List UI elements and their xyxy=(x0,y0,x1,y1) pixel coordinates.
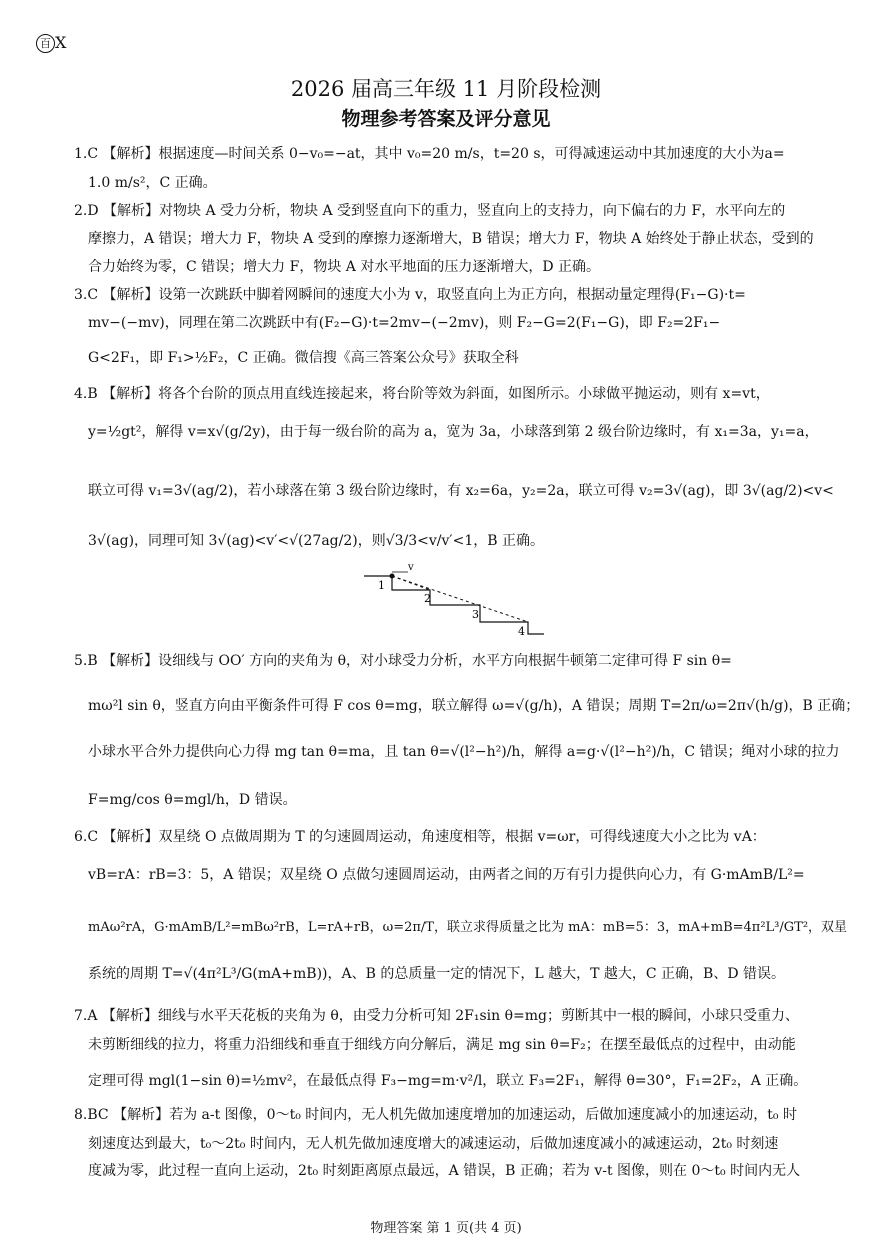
step-label: 1 xyxy=(378,579,385,592)
text-line: 刻速度达到最大，t₀～2t₀ 时间内，无人机先做加速度增大的减速运动，后做加速度减小的减速运动，2t₀ 时刻速 xyxy=(88,1136,779,1152)
text-line: 度减为零，此过程一直向上运动，2t₀ 时刻距离原点最远，A 错误，B 正确；若为 v-t 图像，则在 0～t₀ 时间内无人 xyxy=(88,1163,801,1179)
text-line: mω²l sin θ，竖直方向由平衡条件可得 F cos θ=mg，联立解得 ω=√(g/h)，A 错误；周期 T=2π/ω=2π√(h/g)，B 正确； xyxy=(88,698,860,714)
text-line: y=½gt²，解得 v=x√(g/2y)，由于每一级台阶的高为 a，宽为 3a，小球落到第 2 级台阶边缘时，有 x₁=3a，y₁=a， xyxy=(88,424,819,440)
text-line: 联立可得 v₁=3√(ag/2)，若小球落在第 3 级台阶边缘时，有 x₂=6a，y₂=2a，联立可得 v₂=3√(ag)，即 3√(ag/2)<v< xyxy=(88,483,834,499)
text-line: 合力始终为零，C 错误；增大力 F，物块 A 对水平地面的压力逐渐增大，D 正确。 xyxy=(88,259,601,275)
text-line: 摩擦力，A 错误；增大力 F，物块 A 受到的摩擦力逐渐增大，B 错误；增大力 F，物块 A 始终处于静止状态，受到的 xyxy=(88,231,814,247)
text-line: 3√(ag)，同理可知 3√(ag)<v′<√(27ag/2)，则√3/3<v/v′<1，B 正确。 xyxy=(88,533,544,549)
text-line: 5.B 【解析】设细线与 OO′ 方向的夹角为 θ，对小球受力分析，水平方向根据牛顿第二定律可得 F sin θ= xyxy=(74,653,732,669)
text-line: G<2F₁，即 F₁>½F₂，C 正确。微信搜《高三答案公众号》获取全科 xyxy=(88,350,519,366)
text-line: 系统的周期 T=√(4π²L³/G(mA+mB))，A、B 的总质量一定的情况下，L 越大，T 越大，C 正确，B、D 错误。 xyxy=(88,966,786,982)
page-footer: 物理答案 第 1 页(共 4 页) xyxy=(370,1221,522,1236)
text-line: 6.C 【解析】双星绕 O 点做周期为 T 的匀速圆周运动，角速度相等，根据 v=ωr，可得线速度大小之比为 vA： xyxy=(74,829,766,845)
text-line: 1.C 【解析】根据速度—时间关系 0−v₀=−at，其中 v₀=20 m/s，t=20 s，可得减速运动中其加速度的大小为a= xyxy=(74,146,785,162)
text-line: 3.C 【解析】设第一次跳跃中脚着网瞬间的速度大小为 v，取竖直向上为正方向，根据动量定理得(F₁−G)·t= xyxy=(74,287,746,303)
page-subtitle: 物理参考答案及评分意见 xyxy=(341,108,551,130)
text-line: 7.A 【解析】细线与水平天花板的夹角为 θ，由受力分析可知 2F₁sin θ=mg；剪断其中一根的瞬间，小球只受重力、 xyxy=(74,1008,800,1024)
staircase-figure xyxy=(364,562,550,644)
step-label: 4 xyxy=(518,625,525,638)
ball-velocity-label: v xyxy=(408,562,414,573)
text-line: mAω²rA，G·mAmB/L²=mBω²rB，L=rA+rB，ω=2π/T，联立求得质量之比为 mA：mB=5：3，mA+mB=4π²L³/GT²，双星 xyxy=(88,920,848,935)
ball-dot xyxy=(390,574,395,579)
text-line: 定理可得 mgl(1−sin θ)=½mv²，在最低点得 F₃−mg=m·v²/l，联立 F₃=2F₁，解得 θ=30°，F₁=2F₂，A 正确。 xyxy=(88,1073,808,1089)
text-line: 8.BC 【解析】若为 a-t 图像，0～t₀ 时间内，无人机先做加速度增加的加速运动，后做加速度减小的加速运动，t₀ 时 xyxy=(74,1107,797,1123)
text-line: 4.B 【解析】将各个台阶的顶点用直线连接起来，将台阶等效为斜面，如图所示。小球做平抛运动，则有 x=vt， xyxy=(74,386,770,402)
text-line: 小球水平合外力提供向心力得 mg tan θ=ma，且 tan θ=√(l²−h²)/h，解得 a=g·√(l²−h²)/h，C 错误；绳对小球的拉力 xyxy=(88,744,840,760)
page-title: 2026 届高三年级 11 月阶段检测 xyxy=(290,77,602,101)
text-line: vB=rA：rB=3：5，A 错误；双星绕 O 点做匀速圆周运动，由两者之间的万有引力提供向心力，有 G·mAmB/L²= xyxy=(88,867,805,883)
corner-letter: X xyxy=(55,33,67,52)
step-label: 3 xyxy=(472,608,479,621)
text-line: 1.0 m/s²，C 正确。 xyxy=(88,175,217,191)
corner-circle-char: 百 xyxy=(36,34,55,53)
text-line: 2.D 【解析】对物块 A 受力分析，物块 A 受到竖直向下的重力，竖直向上的支持力，向下偏右的力 F，水平向左的 xyxy=(74,203,786,219)
corner-mark xyxy=(36,33,66,53)
text-line: F=mg/cos θ=mgl/h，D 错误。 xyxy=(88,792,297,808)
staircase-diagram xyxy=(364,562,550,640)
text-line: mv−(−mv)，同理在第二次跳跃中有(F₂−G)·t=2mv−(−2mv)，则 F₂−G=2(F₁−G)，即 F₂=2F₁− xyxy=(88,315,721,331)
step-label: 2 xyxy=(424,592,431,605)
text-line: 未剪断细线的拉力，将重力沿细线和垂直于细线方向分解后，满足 mg sin θ=F₂；在摆至最低点的过程中，由动能 xyxy=(88,1037,796,1053)
